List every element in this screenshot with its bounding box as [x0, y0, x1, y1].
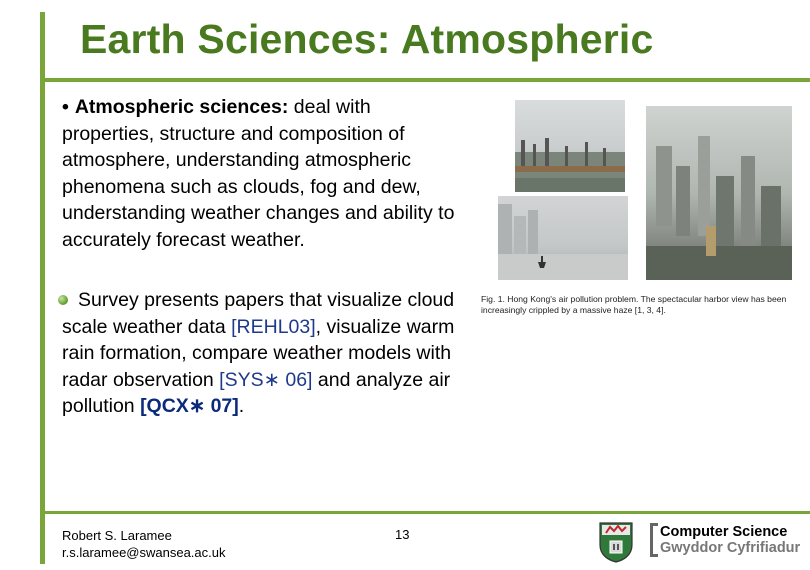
logo-bracket	[650, 523, 658, 557]
bullet1-text: deal with properties, structure and composition of atmosphere, understanding atmospheric phenomena such as clouds, fog and dew, understanding weather changes and ability to accurately forecast weather.	[62, 96, 455, 251]
title-divider	[40, 78, 810, 82]
bullet-survey	[62, 287, 467, 420]
figure-caption: Fig. 1. Hong Kong's air pollution problem. The spectacular harbor view has been increasingly crippled by a massive haze [1, 3, 4].	[481, 294, 787, 315]
bullet2-text-a: Survey presents papers that visualize cloud scale weather data	[62, 289, 455, 338]
city-aerial-photo	[646, 106, 792, 280]
bullet1-lead: Atmospheric sciences:	[74, 96, 289, 118]
reference-sys06: [SYS∗ 06]	[219, 368, 313, 391]
footer-divider	[40, 511, 810, 514]
footer-author-block	[62, 527, 226, 561]
bullet-atmospheric-sciences	[62, 94, 467, 253]
bullet2-text-c: and analyze air pollution	[62, 368, 451, 417]
department-name-english: Computer Science	[660, 524, 788, 540]
bullet2-text-d: .	[238, 395, 245, 417]
harbor-photo-1	[515, 100, 625, 192]
bullet-icon	[58, 295, 68, 305]
reference-qcx07: [QCX∗ 07]	[140, 395, 239, 417]
author-email: r.s.laramee@swansea.ac.uk	[62, 545, 226, 560]
bullet2-text-b: , visualize warm rain formation, compare weather models with radar observation	[62, 315, 455, 391]
author-name: Robert S. Laramee	[62, 528, 172, 543]
left-accent-bar	[40, 12, 45, 564]
harbor-photo-2	[498, 196, 628, 280]
department-name-welsh: Gwyddor Cyfrifiadur	[660, 540, 801, 556]
hong-kong-haze-figure	[478, 100, 802, 290]
page-number: 13	[395, 527, 410, 542]
swansea-crest-icon	[598, 521, 634, 563]
bullet-icon: •	[62, 96, 69, 118]
department-logo-icon	[650, 523, 802, 557]
reference-rehl03: [REHL03]	[231, 315, 316, 338]
slide-title: Earth Sciences: Atmospheric	[80, 16, 654, 62]
